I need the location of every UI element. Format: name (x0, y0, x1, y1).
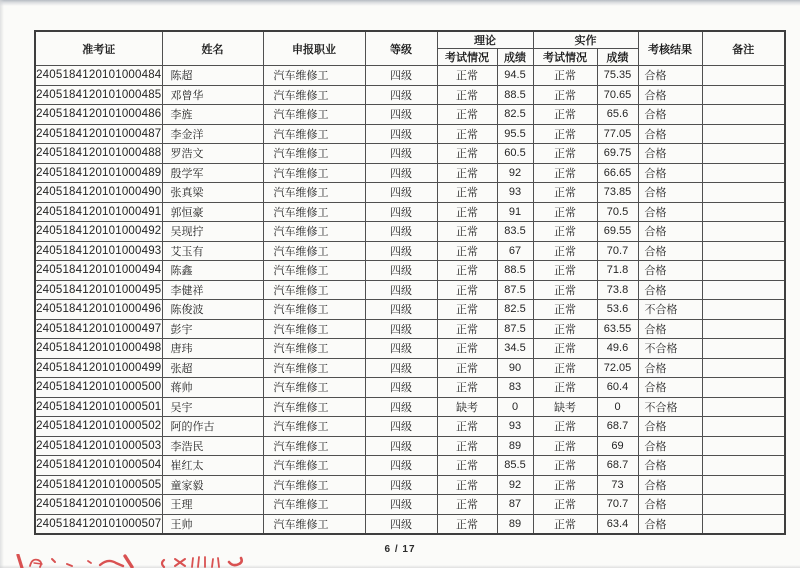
cell-theory-score: 0 (497, 397, 533, 417)
cell-practical-status: 正常 (533, 222, 597, 242)
table-row (35, 66, 785, 86)
cell-level: 四级 (365, 202, 437, 222)
cell-level: 四级 (365, 319, 437, 339)
cell-level: 四级 (365, 241, 437, 261)
cell-level: 四级 (365, 85, 437, 105)
cell-occupation: 汽车维修工 (263, 319, 365, 339)
cell-remarks (702, 397, 785, 417)
cell-occupation: 汽车维修工 (263, 163, 365, 183)
cell-name: 崔红太 (162, 456, 263, 476)
cell-practical-status: 正常 (533, 475, 597, 495)
cell-ticket: 2405184120101000499 (35, 358, 162, 378)
cell-level: 四级 (365, 183, 437, 203)
cell-practical-score: 49.6 (597, 339, 638, 359)
cell-theory-status: 正常 (437, 202, 497, 222)
cell-level: 四级 (365, 514, 437, 534)
cell-remarks (702, 144, 785, 164)
cell-result: 合格 (638, 85, 702, 105)
cell-remarks (702, 241, 785, 261)
cell-ticket: 2405184120101000486 (35, 105, 162, 125)
cell-theory-score: 89 (497, 436, 533, 456)
cell-practical-score: 63.55 (597, 319, 638, 339)
cell-level: 四级 (365, 358, 437, 378)
table-row (35, 300, 785, 320)
cell-theory-status: 正常 (437, 475, 497, 495)
cell-name: 陈超 (162, 66, 263, 86)
cell-name: 李浩民 (162, 436, 263, 456)
cell-theory-score: 85.5 (497, 456, 533, 476)
cell-name: 李健祥 (162, 280, 263, 300)
cell-occupation: 汽车维修工 (263, 300, 365, 320)
cell-practical-score: 68.7 (597, 456, 638, 476)
cell-level: 四级 (365, 222, 437, 242)
table-row (35, 261, 785, 281)
header-practical-status: 考试情况 (533, 49, 597, 66)
cell-level: 四级 (365, 124, 437, 144)
cell-level: 四级 (365, 475, 437, 495)
cell-theory-status: 正常 (437, 261, 497, 281)
cell-occupation: 汽车维修工 (263, 397, 365, 417)
cell-theory-status: 正常 (437, 280, 497, 300)
cell-remarks (702, 378, 785, 398)
cell-name: 王帅 (162, 514, 263, 534)
cell-practical-status: 正常 (533, 358, 597, 378)
cell-level: 四级 (365, 300, 437, 320)
cell-ticket: 2405184120101000507 (35, 514, 162, 534)
cell-practical-status: 正常 (533, 66, 597, 86)
cell-result: 合格 (638, 436, 702, 456)
cell-level: 四级 (365, 397, 437, 417)
cell-practical-score: 70.7 (597, 495, 638, 515)
cell-practical-score: 70.5 (597, 202, 638, 222)
cell-name: 李旌 (162, 105, 263, 125)
cell-result: 合格 (638, 378, 702, 398)
cell-theory-status: 正常 (437, 144, 497, 164)
cell-name: 艾玉有 (162, 241, 263, 261)
cell-occupation: 汽车维修工 (263, 456, 365, 476)
cell-ticket: 2405184120101000487 (35, 124, 162, 144)
cell-name: 阿的作古 (162, 417, 263, 437)
cell-practical-status: 正常 (533, 300, 597, 320)
cell-occupation: 汽车维修工 (263, 124, 365, 144)
cell-theory-score: 89 (497, 514, 533, 534)
cell-theory-score: 93 (497, 183, 533, 203)
header-theory-status: 考试情况 (437, 49, 497, 66)
cell-level: 四级 (365, 66, 437, 86)
cell-remarks (702, 300, 785, 320)
table-row (35, 222, 785, 242)
cell-theory-score: 90 (497, 358, 533, 378)
cell-name: 张超 (162, 358, 263, 378)
cell-level: 四级 (365, 163, 437, 183)
cell-theory-score: 83.5 (497, 222, 533, 242)
cell-result: 合格 (638, 241, 702, 261)
cell-practical-score: 72.05 (597, 358, 638, 378)
cell-theory-score: 60.5 (497, 144, 533, 164)
cell-theory-score: 34.5 (497, 339, 533, 359)
cell-name: 陈鑫 (162, 261, 263, 281)
cell-name: 王理 (162, 495, 263, 515)
cell-result: 合格 (638, 319, 702, 339)
cell-practical-status: 正常 (533, 514, 597, 534)
table-row (35, 144, 785, 164)
header-level: 等级 (365, 31, 437, 66)
cell-name: 唐玮 (162, 339, 263, 359)
cell-result: 合格 (638, 202, 702, 222)
scan-edge-top (0, 0, 800, 6)
cell-result: 合格 (638, 183, 702, 203)
cell-practical-status: 正常 (533, 241, 597, 261)
cell-occupation: 汽车维修工 (263, 417, 365, 437)
cell-theory-score: 95.5 (497, 124, 533, 144)
cell-result: 合格 (638, 144, 702, 164)
cell-theory-status: 正常 (437, 495, 497, 515)
header-theory-score: 成绩 (497, 49, 533, 66)
cell-occupation: 汽车维修工 (263, 105, 365, 125)
cell-ticket: 2405184120101000501 (35, 397, 162, 417)
cell-theory-score: 93 (497, 417, 533, 437)
cell-occupation: 汽车维修工 (263, 241, 365, 261)
table-row (35, 475, 785, 495)
cell-theory-status: 缺考 (437, 397, 497, 417)
cell-name: 邓曾华 (162, 85, 263, 105)
scan-edge-left (0, 0, 4, 568)
cell-ticket: 2405184120101000493 (35, 241, 162, 261)
cell-theory-score: 67 (497, 241, 533, 261)
cell-practical-status: 缺考 (533, 397, 597, 417)
cell-practical-status: 正常 (533, 261, 597, 281)
cell-practical-score: 65.6 (597, 105, 638, 125)
cell-remarks (702, 436, 785, 456)
cell-practical-score: 63.4 (597, 514, 638, 534)
cell-remarks (702, 417, 785, 437)
cell-theory-score: 83 (497, 378, 533, 398)
cell-theory-status: 正常 (437, 514, 497, 534)
cell-theory-score: 88.5 (497, 261, 533, 281)
table-row (35, 514, 785, 534)
cell-theory-status: 正常 (437, 241, 497, 261)
cell-remarks (702, 358, 785, 378)
cell-ticket: 2405184120101000504 (35, 456, 162, 476)
cell-remarks (702, 85, 785, 105)
cell-practical-status: 正常 (533, 144, 597, 164)
cell-result: 不合格 (638, 339, 702, 359)
cell-occupation: 汽车维修工 (263, 280, 365, 300)
cell-practical-status: 正常 (533, 124, 597, 144)
table-row (35, 339, 785, 359)
cell-practical-score: 60.4 (597, 378, 638, 398)
table-row (35, 397, 785, 417)
cell-level: 四级 (365, 417, 437, 437)
cell-theory-score: 92 (497, 475, 533, 495)
cell-theory-score: 94.5 (497, 66, 533, 86)
cell-practical-score: 73.8 (597, 280, 638, 300)
cell-remarks (702, 495, 785, 515)
cell-result: 合格 (638, 261, 702, 281)
cell-practical-status: 正常 (533, 436, 597, 456)
table-row (35, 436, 785, 456)
cell-name: 罗浩文 (162, 144, 263, 164)
table-body (35, 66, 785, 535)
table-row (35, 378, 785, 398)
cell-practical-score: 69.75 (597, 144, 638, 164)
cell-theory-status: 正常 (437, 183, 497, 203)
table-row (35, 495, 785, 515)
cell-occupation: 汽车维修工 (263, 183, 365, 203)
cell-level: 四级 (365, 339, 437, 359)
cell-ticket: 2405184120101000500 (35, 378, 162, 398)
cell-theory-score: 91 (497, 202, 533, 222)
cell-name: 殷学军 (162, 163, 263, 183)
cell-remarks (702, 124, 785, 144)
cell-result: 合格 (638, 124, 702, 144)
cell-theory-status: 正常 (437, 319, 497, 339)
cell-remarks (702, 105, 785, 125)
cell-theory-status: 正常 (437, 378, 497, 398)
cell-result: 合格 (638, 222, 702, 242)
cell-result: 合格 (638, 514, 702, 534)
cell-level: 四级 (365, 495, 437, 515)
cell-remarks (702, 261, 785, 281)
cell-practical-score: 75.35 (597, 66, 638, 86)
cell-remarks (702, 280, 785, 300)
cell-practical-score: 53.6 (597, 300, 638, 320)
table-row (35, 358, 785, 378)
cell-practical-score: 73.85 (597, 183, 638, 203)
header-name: 姓名 (162, 31, 263, 66)
header-remarks: 备注 (702, 31, 785, 66)
table-row (35, 85, 785, 105)
cell-remarks (702, 456, 785, 476)
table-row (35, 241, 785, 261)
cell-ticket: 2405184120101000503 (35, 436, 162, 456)
cell-practical-status: 正常 (533, 319, 597, 339)
table-row (35, 202, 785, 222)
cell-remarks (702, 183, 785, 203)
cell-ticket: 2405184120101000484 (35, 66, 162, 86)
cell-result: 合格 (638, 358, 702, 378)
cell-practical-score: 70.65 (597, 85, 638, 105)
cell-theory-status: 正常 (437, 124, 497, 144)
cell-theory-status: 正常 (437, 66, 497, 86)
header-ticket: 准考证 (35, 31, 162, 66)
cell-name: 张真梁 (162, 183, 263, 203)
cell-theory-status: 正常 (437, 456, 497, 476)
cell-theory-status: 正常 (437, 358, 497, 378)
cell-ticket: 2405184120101000490 (35, 183, 162, 203)
cell-name: 蒋帅 (162, 378, 263, 398)
cell-occupation: 汽车维修工 (263, 378, 365, 398)
table-row (35, 183, 785, 203)
cell-practical-status: 正常 (533, 417, 597, 437)
cell-practical-status: 正常 (533, 202, 597, 222)
cell-ticket: 2405184120101000506 (35, 495, 162, 515)
cell-theory-score: 92 (497, 163, 533, 183)
cell-practical-status: 正常 (533, 163, 597, 183)
cell-practical-status: 正常 (533, 495, 597, 515)
cell-occupation: 汽车维修工 (263, 144, 365, 164)
cell-theory-status: 正常 (437, 436, 497, 456)
table-header (35, 31, 785, 66)
header-result: 考核结果 (638, 31, 702, 66)
header-theory-group: 理论 (437, 31, 533, 49)
cell-result: 合格 (638, 456, 702, 476)
cell-practical-score: 71.8 (597, 261, 638, 281)
cell-remarks (702, 163, 785, 183)
cell-ticket: 2405184120101000488 (35, 144, 162, 164)
cell-theory-score: 87.5 (497, 319, 533, 339)
cell-remarks (702, 202, 785, 222)
cell-practical-score: 70.7 (597, 241, 638, 261)
cell-practical-status: 正常 (533, 339, 597, 359)
cell-remarks (702, 319, 785, 339)
cell-ticket: 2405184120101000502 (35, 417, 162, 437)
cell-level: 四级 (365, 436, 437, 456)
table-row (35, 105, 785, 125)
cell-level: 四级 (365, 144, 437, 164)
cell-theory-status: 正常 (437, 85, 497, 105)
cell-theory-score: 88.5 (497, 85, 533, 105)
cell-theory-status: 正常 (437, 105, 497, 125)
cell-remarks (702, 66, 785, 86)
cell-theory-status: 正常 (437, 222, 497, 242)
cell-occupation: 汽车维修工 (263, 85, 365, 105)
cell-level: 四级 (365, 280, 437, 300)
cell-occupation: 汽车维修工 (263, 358, 365, 378)
cell-occupation: 汽车维修工 (263, 475, 365, 495)
cell-remarks (702, 222, 785, 242)
cell-practical-status: 正常 (533, 183, 597, 203)
cell-name: 郭恒豪 (162, 202, 263, 222)
table-row (35, 319, 785, 339)
cell-theory-score: 82.5 (497, 105, 533, 125)
cell-ticket: 2405184120101000498 (35, 339, 162, 359)
cell-practical-status: 正常 (533, 85, 597, 105)
cell-result: 合格 (638, 163, 702, 183)
header-occupation: 申报职业 (263, 31, 365, 66)
cell-theory-score: 87.5 (497, 280, 533, 300)
cell-name: 彭宇 (162, 319, 263, 339)
cell-practical-status: 正常 (533, 378, 597, 398)
cell-result: 不合格 (638, 300, 702, 320)
cell-level: 四级 (365, 105, 437, 125)
cell-practical-status: 正常 (533, 456, 597, 476)
cell-occupation: 汽车维修工 (263, 495, 365, 515)
cell-ticket: 2405184120101000491 (35, 202, 162, 222)
cell-occupation: 汽车维修工 (263, 261, 365, 281)
cell-occupation: 汽车维修工 (263, 222, 365, 242)
cell-theory-score: 82.5 (497, 300, 533, 320)
cell-theory-status: 正常 (437, 339, 497, 359)
cell-occupation: 汽车维修工 (263, 66, 365, 86)
cell-occupation: 汽车维修工 (263, 202, 365, 222)
cell-name: 吴宇 (162, 397, 263, 417)
cell-level: 四级 (365, 378, 437, 398)
cell-ticket: 2405184120101000494 (35, 261, 162, 281)
cell-practical-score: 66.65 (597, 163, 638, 183)
table-row (35, 417, 785, 437)
table-row (35, 280, 785, 300)
cell-ticket: 2405184120101000505 (35, 475, 162, 495)
cell-practical-score: 68.7 (597, 417, 638, 437)
cell-occupation: 汽车维修工 (263, 514, 365, 534)
cell-ticket: 2405184120101000489 (35, 163, 162, 183)
table-row (35, 456, 785, 476)
cell-ticket: 2405184120101000495 (35, 280, 162, 300)
cell-name: 陈俊波 (162, 300, 263, 320)
cell-theory-status: 正常 (437, 163, 497, 183)
cell-remarks (702, 475, 785, 495)
header-row-groups (35, 31, 785, 49)
red-ink-marks (12, 554, 262, 568)
cell-result: 合格 (638, 280, 702, 300)
cell-theory-status: 正常 (437, 417, 497, 437)
cell-ticket: 2405184120101000492 (35, 222, 162, 242)
page-number: 6 / 17 (384, 544, 416, 555)
cell-result: 合格 (638, 495, 702, 515)
cell-name: 童家毅 (162, 475, 263, 495)
cell-level: 四级 (365, 456, 437, 476)
cell-theory-status: 正常 (437, 300, 497, 320)
cell-remarks (702, 514, 785, 534)
cell-practical-status: 正常 (533, 105, 597, 125)
cell-name: 吴现拧 (162, 222, 263, 242)
cell-practical-score: 0 (597, 397, 638, 417)
cell-level: 四级 (365, 261, 437, 281)
cell-practical-score: 77.05 (597, 124, 638, 144)
cell-result: 合格 (638, 475, 702, 495)
cell-occupation: 汽车维修工 (263, 436, 365, 456)
cell-practical-score: 73 (597, 475, 638, 495)
header-practical-score: 成绩 (597, 49, 638, 66)
cell-occupation: 汽车维修工 (263, 339, 365, 359)
cell-result: 合格 (638, 66, 702, 86)
cell-remarks (702, 339, 785, 359)
cell-result: 合格 (638, 417, 702, 437)
cell-ticket: 2405184120101000497 (35, 319, 162, 339)
cell-theory-score: 87 (497, 495, 533, 515)
table-row (35, 163, 785, 183)
exam-results-table (34, 30, 786, 535)
header-practical-group: 实作 (533, 31, 638, 49)
cell-practical-score: 69.55 (597, 222, 638, 242)
cell-name: 李金洋 (162, 124, 263, 144)
cell-practical-score: 69 (597, 436, 638, 456)
cell-result: 合格 (638, 105, 702, 125)
cell-practical-status: 正常 (533, 280, 597, 300)
cell-result: 不合格 (638, 397, 702, 417)
table-row (35, 124, 785, 144)
cell-ticket: 2405184120101000496 (35, 300, 162, 320)
cell-ticket: 2405184120101000485 (35, 85, 162, 105)
